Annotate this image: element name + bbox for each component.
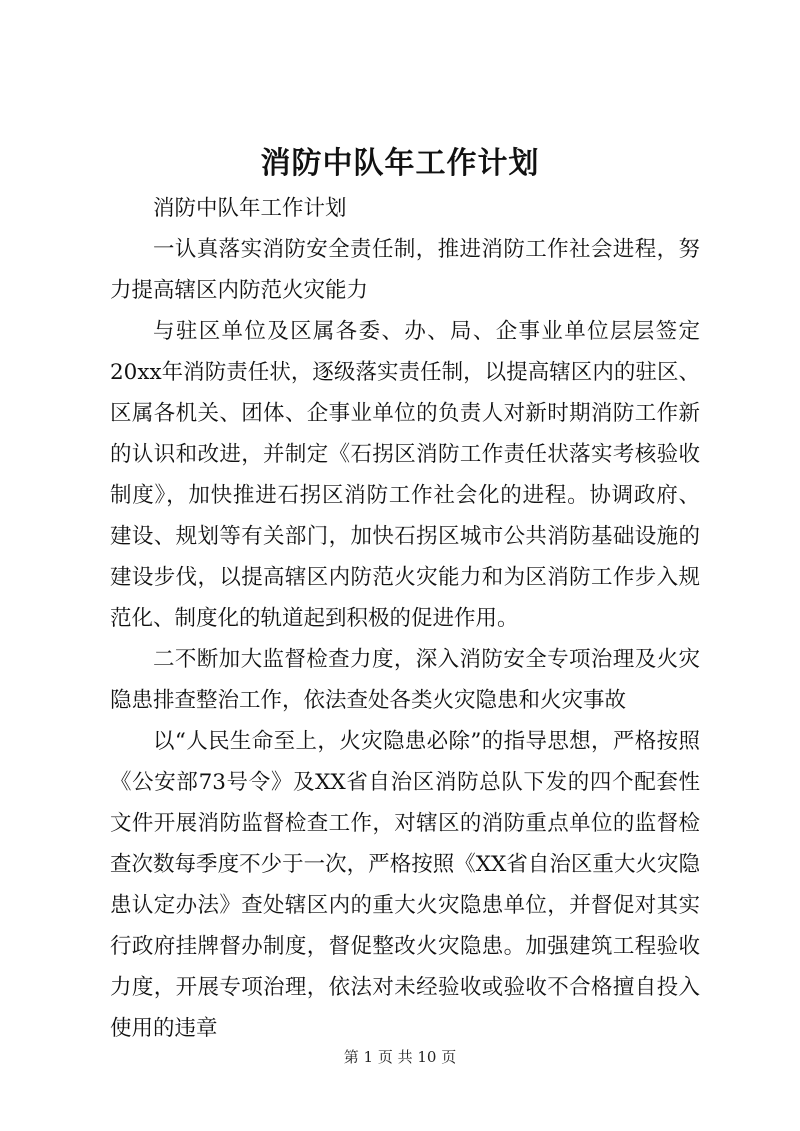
paragraph-section-2-body: 以“人民生命至上，火灾隐患必除”的指导思想，严格按照《公安部73号令》及XX省自治区消防总队下发的四个配套性文件开展消防监督检查工作，对辖区的消防重点单位的监督检查次数每季度不少于一次，严格按照《XX省自治区重大火灾隐患认定办法》查处辖区内的重大火灾隐患单位，并督促对其实行政府挂牌督办制度，督促整改火灾隐患。加强建筑工程验收力度，开展专项治理，依法对未经验收或验收不合格擅自投入使用的违章 bbox=[110, 729, 700, 1041]
document-title: 消防中队年工作计划 bbox=[260, 146, 540, 181]
paragraph-section-2-heading: 二不断加大监督检查力度，深入消防安全专项治理及火灾隐患排查整治工作，依法查处各类火灾隐患和火灾事故 bbox=[110, 647, 700, 713]
paragraph-section-1-body: 与驻区单位及区属各委、办、局、企事业单位层层签定20xx年消防责任状，逐级落实责任制，以提高辖区内的驻区、区属各机关、团体、企事业单位的负责人对新时期消防工作新的认识和改进，并制定《石拐区消防工作责任状落实考核验收制度》，加快推进石拐区消防工作社会化的进程。协调政府、建设、规划等有关部门，加快石拐区城市公共消防基础设施的建设步伐，以提高辖区内防范火灾能力和为区消防工作步入规范化、制度化的轨道起到积极的促进作用。 bbox=[110, 319, 700, 631]
page-footer: 第 1 页 共 10 页 bbox=[343, 1048, 457, 1066]
document-body bbox=[110, 188, 700, 1049]
paragraph-subtitle: 消防中队年工作计划 bbox=[153, 196, 347, 221]
paragraph-section-1-heading: 一认真落实消防安全责任制，推进消防工作社会进程，努力提高辖区内防范火灾能力 bbox=[110, 237, 700, 303]
